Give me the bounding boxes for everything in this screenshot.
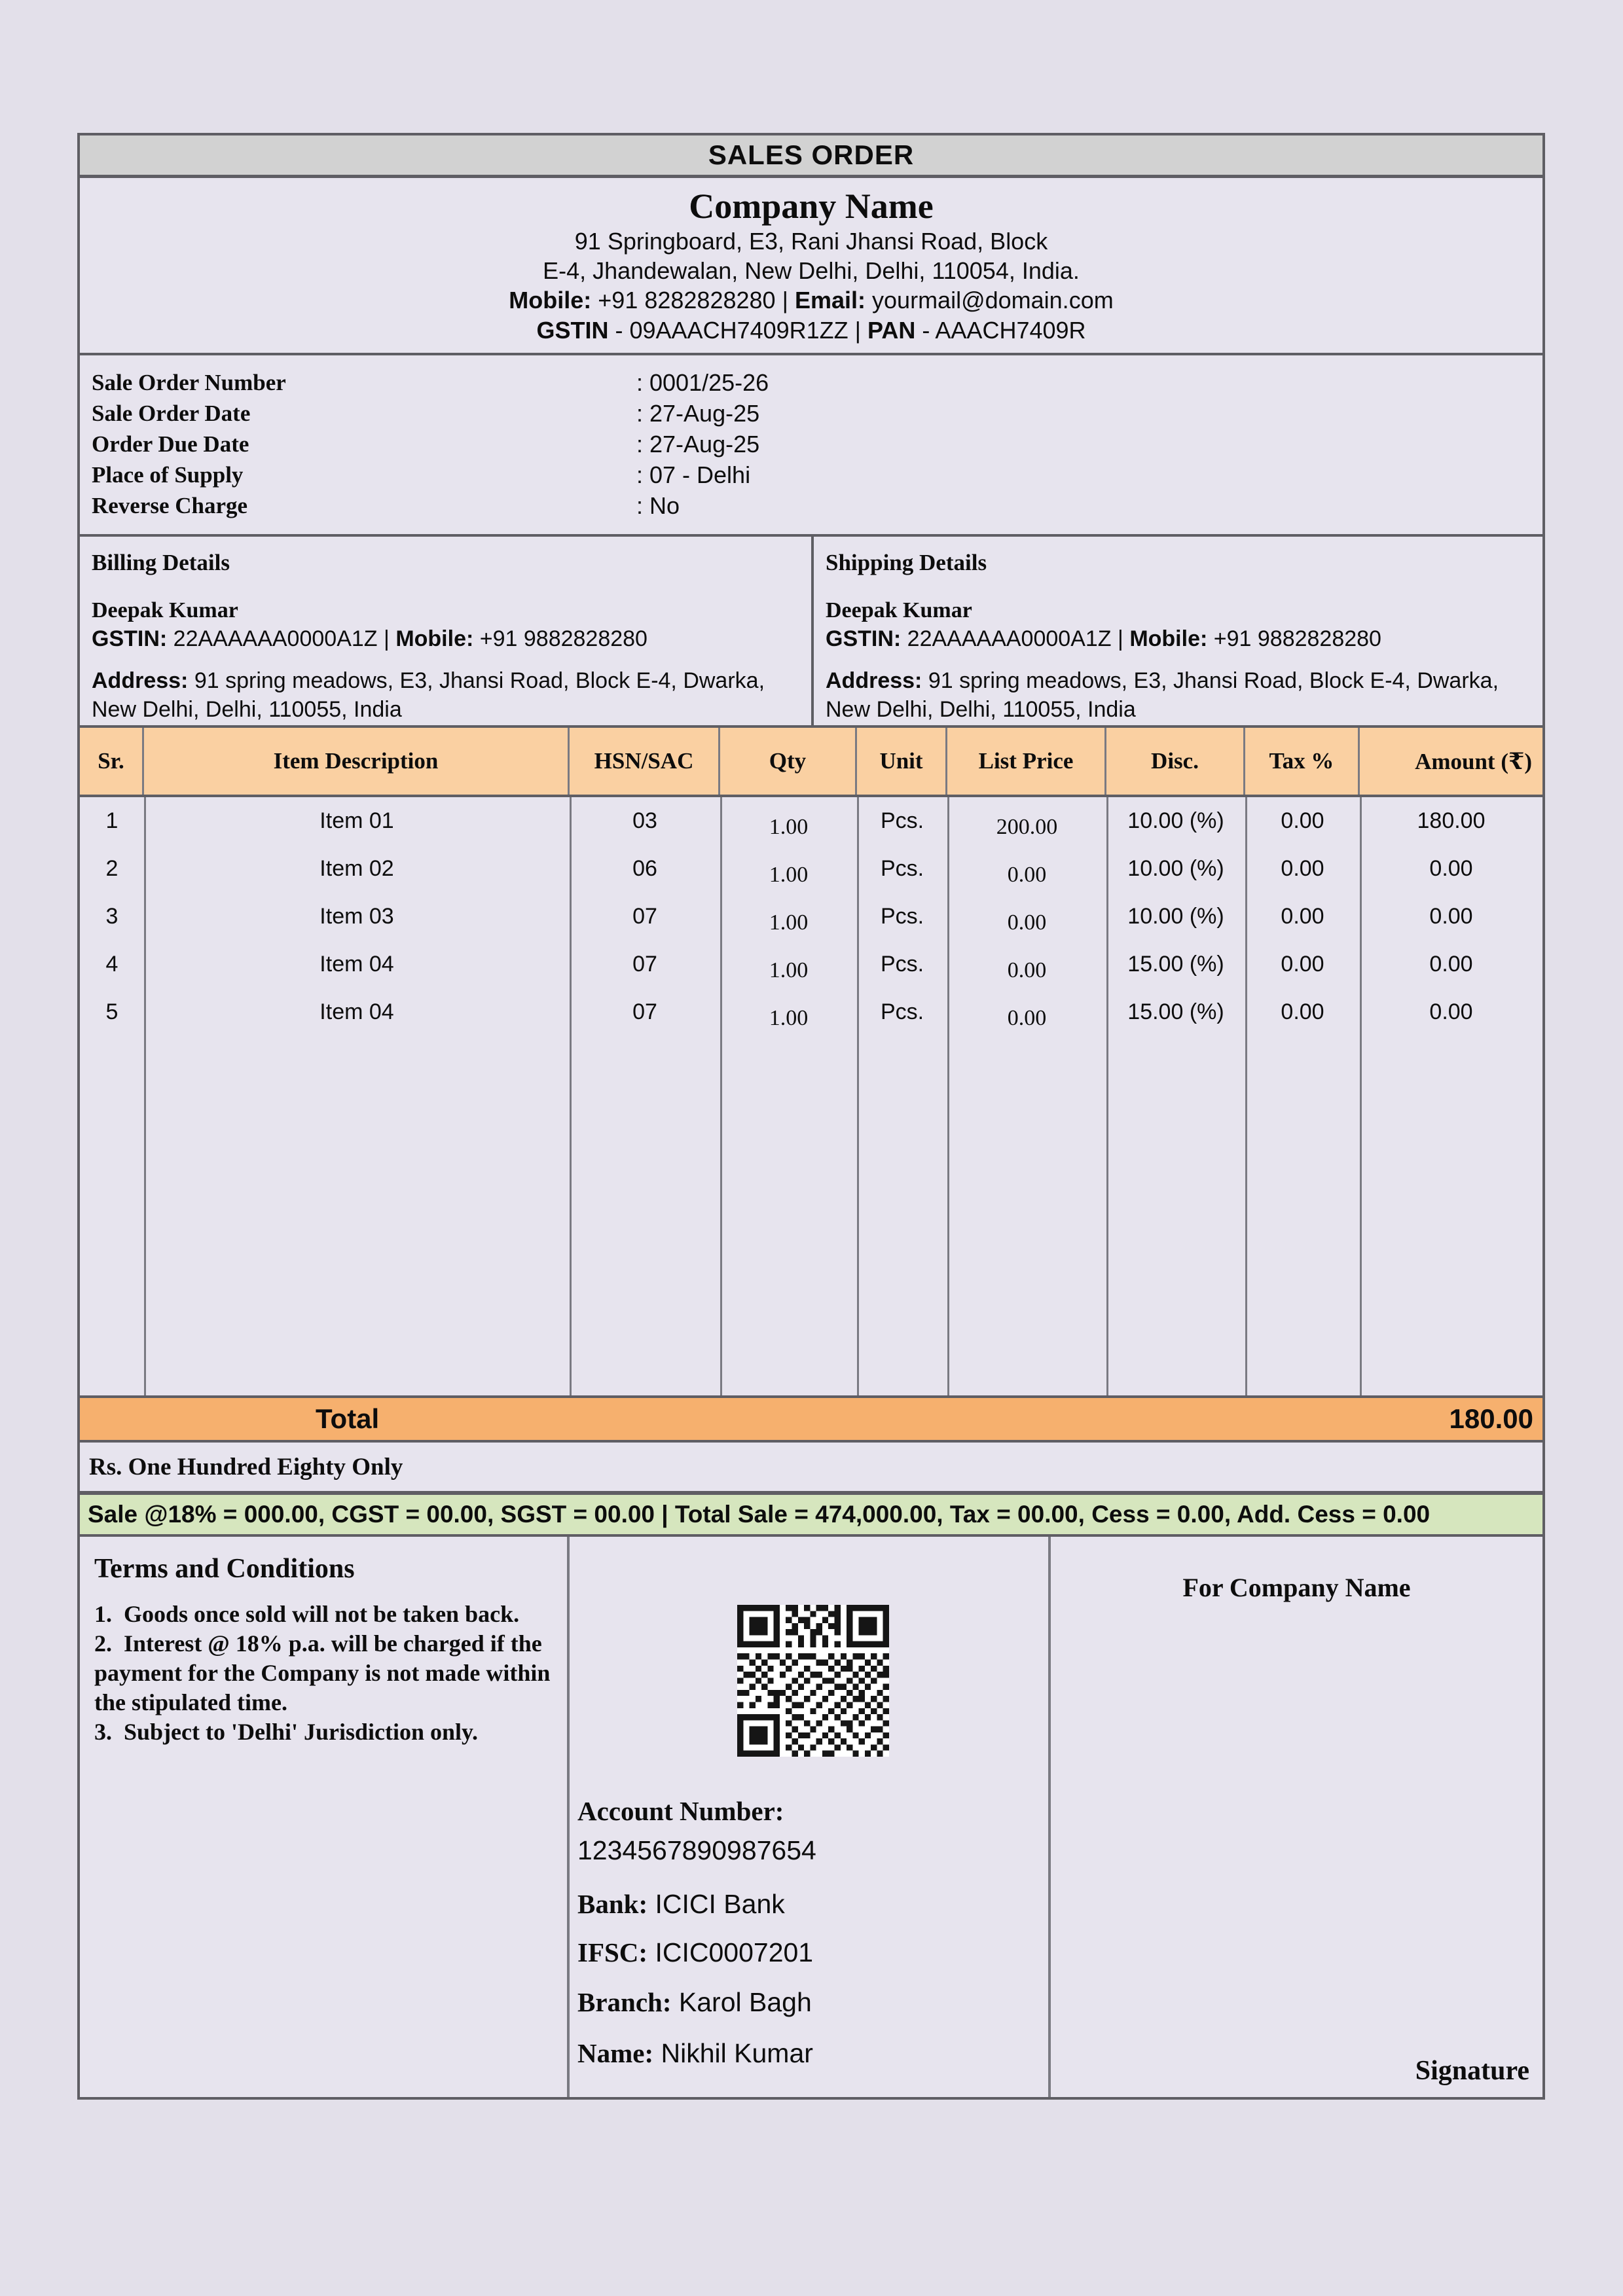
bank-details-column xyxy=(570,1537,1051,2097)
separator: | xyxy=(1118,626,1123,651)
cell-list-price: 0.00 xyxy=(1007,862,1047,887)
cell-qty: 1.00 xyxy=(769,814,809,839)
ifsc-value: ICIC0007201 xyxy=(655,1937,814,1967)
terms-column xyxy=(80,1537,570,2097)
col-header-sr: Sr. xyxy=(80,728,144,795)
shipping-address-label: Address: xyxy=(826,668,922,693)
billing-gstin-label: GSTIN: xyxy=(92,626,168,651)
shipping-details xyxy=(811,537,1542,725)
account-holder-name-line xyxy=(577,2037,1048,2070)
account-number-label-line xyxy=(577,1795,1048,1827)
col-header-disc: Disc. xyxy=(1106,728,1245,795)
cell-sr: 3 xyxy=(105,904,119,929)
billing-address xyxy=(92,666,798,724)
total-value: 180.00 xyxy=(1449,1403,1533,1434)
shipping-heading: Shipping Details xyxy=(826,550,987,575)
company-name: Company Name xyxy=(689,187,934,226)
gstin-label: GSTIN xyxy=(536,317,609,344)
due-date-label: Order Due Date xyxy=(92,431,249,457)
cell-item-description: Item 04 xyxy=(319,999,394,1024)
cell-hsn: 07 xyxy=(632,952,657,977)
qr-code-icon xyxy=(737,1605,889,1757)
col-header-amount: Amount (₹) xyxy=(1360,728,1542,795)
cell-tax: 0.00 xyxy=(1281,999,1324,1024)
terms-item: 1. Goods once sold will not be taken back. xyxy=(94,1601,520,1627)
shipping-gstin-label: GSTIN: xyxy=(826,626,902,651)
order-number-value: : 0001/25-26 xyxy=(636,369,769,396)
shipping-gstin-line xyxy=(826,624,1529,653)
bank-name-line xyxy=(577,1888,1048,1920)
cell-list-price: 200.00 xyxy=(996,814,1058,839)
cell-qty: 1.00 xyxy=(769,910,809,935)
total-row xyxy=(80,1398,1542,1443)
cell-qty: 1.00 xyxy=(769,862,809,887)
page-title: SALES ORDER xyxy=(708,139,915,170)
billing-address-label: Address: xyxy=(92,668,189,693)
account-number-label: Account Number: xyxy=(577,1796,784,1826)
cell-amount: 0.00 xyxy=(1429,999,1473,1024)
branch-label: Branch: xyxy=(577,1987,672,2017)
cell-item-description: Item 02 xyxy=(319,856,394,881)
order-info-row xyxy=(92,429,1542,459)
col-header-list-price: List Price xyxy=(947,728,1106,795)
shipping-address-value: 91 spring meadows, E3, Jhansi Road, Block E-4, Dwarka, New Delhi, Delhi, 110055, India xyxy=(826,668,1499,722)
billing-name: Deepak Kumar xyxy=(92,598,238,622)
cell-qty: 1.00 xyxy=(769,1005,809,1030)
email-label: Email: xyxy=(794,287,866,314)
order-date-value: : 27-Aug-25 xyxy=(636,400,760,427)
company-tax-line xyxy=(80,315,1542,346)
cell-hsn: 06 xyxy=(632,856,657,881)
cell-hsn: 03 xyxy=(632,808,657,833)
cell-amount: 180.00 xyxy=(1417,808,1486,833)
total-label: Total xyxy=(316,1403,380,1434)
shipping-mobile-value: +91 9882828280 xyxy=(1213,626,1381,651)
account-holder-name-value: Nikhil Kumar xyxy=(661,2038,813,2068)
tax-summary-text: Sale @18% = 000.00, CGST = 00.00, SGST = 00.00 | Total Sale = 474,000.00, Tax = 00.00, Cess = 0.00, Add. Cess = 0.00 xyxy=(88,1501,1431,1528)
account-number-value-line xyxy=(577,1834,1048,1867)
gstin-value: - 09AAACH7409R1ZZ xyxy=(615,317,848,344)
place-of-supply-label: Place of Supply xyxy=(92,462,244,488)
separator: | xyxy=(854,317,862,344)
pan-label: PAN xyxy=(867,317,916,344)
reverse-charge-label: Reverse Charge xyxy=(92,493,248,518)
cell-disc: 10.00 (%) xyxy=(1127,808,1224,833)
branch-value: Karol Bagh xyxy=(678,1987,812,2017)
cell-list-price: 0.00 xyxy=(1007,910,1047,935)
shipping-gstin-value: 22AAAAAA0000A1Z xyxy=(907,626,1112,651)
company-header xyxy=(80,178,1542,355)
billing-address-value: 91 spring meadows, E3, Jhansi Road, Block E-4, Dwarka, New Delhi, Delhi, 110055, India xyxy=(92,668,765,722)
mobile-value: +91 8282828280 xyxy=(598,287,776,314)
bank-details-block xyxy=(577,1795,1048,2070)
company-contact-line xyxy=(80,285,1542,315)
cell-tax: 0.00 xyxy=(1281,808,1324,833)
separator: | xyxy=(384,626,390,651)
amount-in-words-text: Rs. One Hundred Eighty Only xyxy=(89,1453,403,1480)
bank-value: ICICI Bank xyxy=(655,1889,785,1919)
table-row xyxy=(80,845,1542,893)
ifsc-line xyxy=(577,1936,1048,1969)
terms-heading: Terms and Conditions xyxy=(94,1554,355,1584)
terms-item: 2. Interest @ 18% p.a. will be charged if the payment for the Company is not made within the stipulated time. xyxy=(94,1630,551,1715)
due-date-value: : 27-Aug-25 xyxy=(636,431,760,457)
email-value: yourmail@domain.com xyxy=(872,287,1114,314)
cell-tax: 0.00 xyxy=(1281,952,1324,977)
items-table-header xyxy=(80,728,1542,797)
order-date-label: Sale Order Date xyxy=(92,401,251,426)
billing-details xyxy=(80,537,811,725)
order-info-row xyxy=(92,398,1542,429)
cell-disc: 10.00 (%) xyxy=(1127,856,1224,881)
cell-tax: 0.00 xyxy=(1281,904,1324,929)
signature-label: Signature xyxy=(1415,2056,1529,2086)
cell-amount: 0.00 xyxy=(1429,904,1473,929)
cell-unit: Pcs. xyxy=(880,952,924,977)
mobile-label: Mobile: xyxy=(509,287,592,314)
cell-unit: Pcs. xyxy=(880,904,924,929)
cell-amount: 0.00 xyxy=(1429,856,1473,881)
billing-heading: Billing Details xyxy=(92,550,230,575)
cell-sr: 1 xyxy=(105,808,119,833)
cell-disc: 10.00 (%) xyxy=(1127,904,1224,929)
order-info-row xyxy=(92,459,1542,490)
order-info-section xyxy=(80,355,1542,537)
company-address-line2: E-4, Jhandewalan, New Delhi, Delhi, 110054, India. xyxy=(543,257,1080,284)
account-number-value: 1234567890987654 xyxy=(577,1835,816,1865)
tax-summary-bar xyxy=(80,1495,1542,1537)
cell-hsn: 07 xyxy=(632,999,657,1024)
cell-sr: 4 xyxy=(105,952,119,977)
terms-list xyxy=(94,1600,551,1747)
cell-unit: Pcs. xyxy=(880,999,924,1024)
cell-sr: 2 xyxy=(105,856,119,881)
account-holder-name-label: Name: xyxy=(577,2038,654,2068)
cell-disc: 15.00 (%) xyxy=(1127,999,1224,1024)
table-row xyxy=(80,893,1542,941)
cell-unit: Pcs. xyxy=(880,856,924,881)
bank-label: Bank: xyxy=(577,1889,648,1919)
terms-item: 3. Subject to 'Delhi' Jurisdiction only. xyxy=(94,1719,479,1745)
order-info-row xyxy=(92,490,1542,521)
for-company-name: For Company Name xyxy=(1182,1573,1411,1602)
company-address-line1: 91 Springboard, E3, Rani Jhansi Road, Block xyxy=(574,228,1048,255)
billing-mobile-label: Mobile: xyxy=(395,626,474,651)
sales-order-document xyxy=(77,133,1545,2100)
cell-list-price: 0.00 xyxy=(1007,958,1047,982)
branch-line xyxy=(577,1986,1048,2018)
shipping-mobile-label: Mobile: xyxy=(1129,626,1208,651)
col-header-qty: Qty xyxy=(720,728,857,795)
amount-in-words xyxy=(80,1443,1542,1495)
pan-value: - AAACH7409R xyxy=(922,317,1086,344)
reverse-charge-value: : No xyxy=(636,492,680,519)
cell-item-description: Item 01 xyxy=(319,808,394,833)
table-row xyxy=(80,941,1542,988)
parties-section xyxy=(80,537,1542,728)
cell-unit: Pcs. xyxy=(880,808,924,833)
shipping-address xyxy=(826,666,1529,724)
cell-tax: 0.00 xyxy=(1281,856,1324,881)
col-header-item-description: Item Description xyxy=(144,728,570,795)
table-row xyxy=(80,988,1542,1036)
col-header-unit: Unit xyxy=(857,728,947,795)
cell-item-description: Item 04 xyxy=(319,952,394,977)
title-bar xyxy=(80,135,1542,178)
signature-column xyxy=(1051,1537,1542,2097)
col-header-tax: Tax % xyxy=(1245,728,1360,795)
billing-gstin-value: 22AAAAAA0000A1Z xyxy=(173,626,378,651)
separator: | xyxy=(782,287,788,314)
footer-section xyxy=(80,1537,1542,2097)
items-table-body xyxy=(80,797,1542,1398)
ifsc-label: IFSC: xyxy=(577,1937,648,1967)
shipping-name: Deepak Kumar xyxy=(826,598,972,622)
place-of-supply-value: : 07 - Delhi xyxy=(636,461,751,488)
order-number-label: Sale Order Number xyxy=(92,370,286,395)
billing-mobile-value: +91 9882828280 xyxy=(479,626,647,651)
cell-amount: 0.00 xyxy=(1429,952,1473,977)
cell-qty: 1.00 xyxy=(769,958,809,982)
cell-hsn: 07 xyxy=(632,904,657,929)
cell-sr: 5 xyxy=(105,999,119,1024)
table-row xyxy=(80,797,1542,845)
order-info-row xyxy=(92,367,1542,398)
cell-list-price: 0.00 xyxy=(1007,1005,1047,1030)
cell-item-description: Item 03 xyxy=(319,904,394,929)
cell-disc: 15.00 (%) xyxy=(1127,952,1224,977)
col-header-hsn-sac: HSN/SAC xyxy=(570,728,720,795)
billing-gstin-line xyxy=(92,624,798,653)
